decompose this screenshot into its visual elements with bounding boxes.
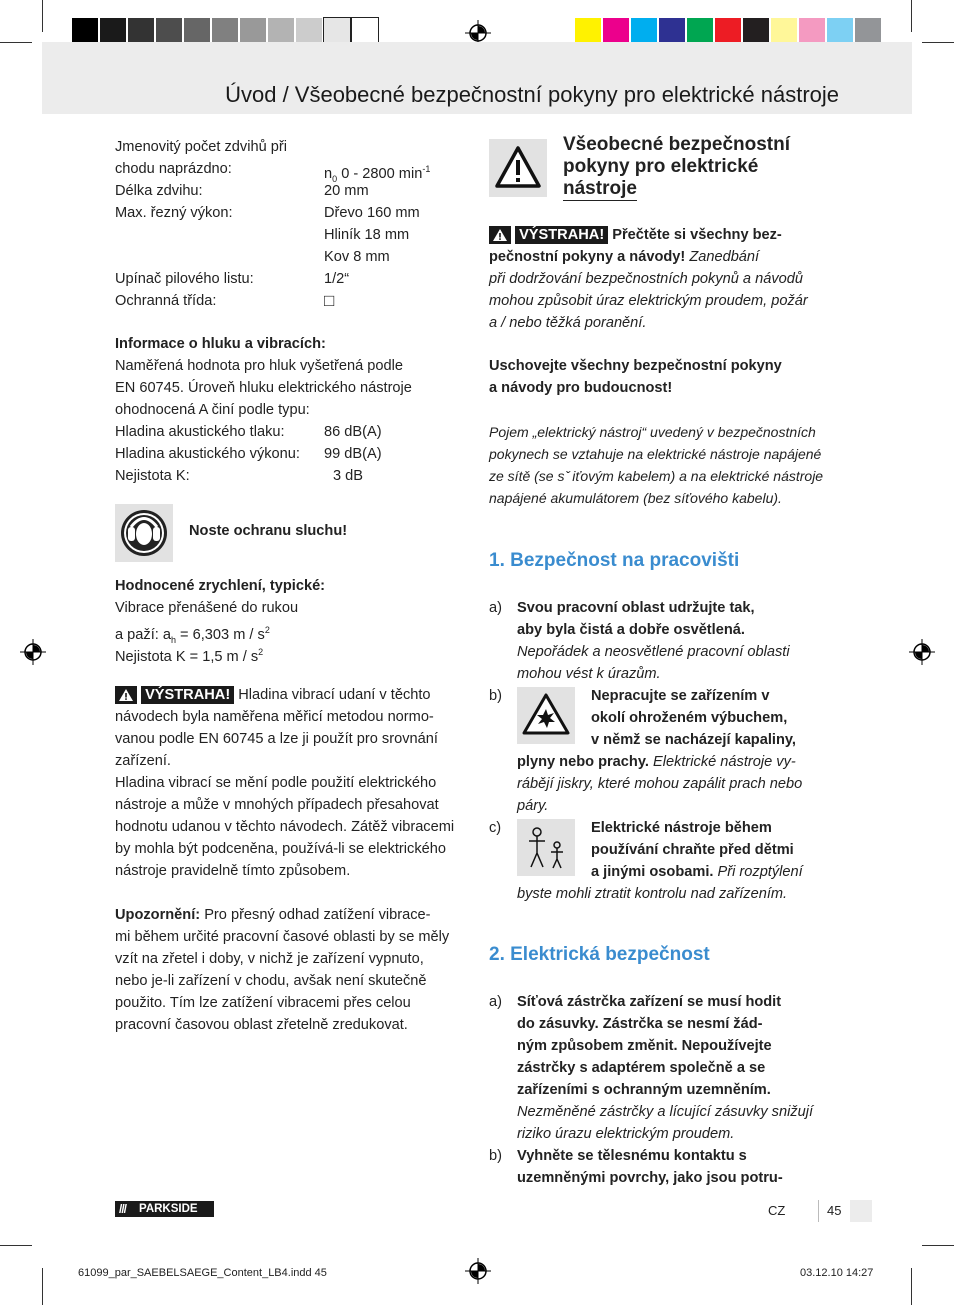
rule-explanation: Nepořádek a neosvětlené pracovní oblasti [517,644,790,660]
noise-label: Hladina akustického výkonu: [115,446,300,462]
print-file-info: 61099_par_SAEBELSAEGE_Content_LB4.indd 45 [78,1267,327,1279]
read-warning-text: a / nebo těžká poranění. [489,315,647,331]
list-letter: b) [489,1148,502,1164]
rule-explanation: riziko úrazu elektrickým proudem. [517,1126,735,1142]
rule-text: uzemněnými povrchy, jako jsou potru- [517,1170,783,1186]
noise-value: 3 dB [333,468,364,484]
page-title: Úvod / Všeobecné bezpečnostní pokyny pro elektrické nástroje [225,82,839,107]
list-letter: a) [489,994,502,1010]
vibration-heading: Hodnocené zrychlení, typické: [115,578,326,594]
rule-text: a jinými osobami. Při rozptýlení [591,864,803,880]
spec-value: $n_0$ 0 - 2800 $\min^{-1}$ [324,164,431,184]
section-title: Všeobecné bezpečnostní pokyny pro elektrické nástroje [563,134,791,199]
warning-triangle-icon [489,226,511,244]
noise-value: 86 dB(A) [324,424,382,440]
warning-badge: VÝSTRAHA! [141,686,234,704]
ear-protection-icon [115,504,173,562]
rule-text: Vyhněte se tělesnému kontaktu s [517,1148,747,1164]
note-text: pracovní časovou oblast zřetelně zredukovat. [115,1017,408,1033]
registration-mark-icon [909,639,935,665]
note-text: nebo je-li zařízení v chodu, avšak není skutečně [115,973,427,989]
spec-value: Hliník 18 mm [324,227,410,243]
rule-text: okolí ohroženém výbuchem, [591,710,788,726]
warning-text: návodech byla naměřena měřicí metodou normo- [115,709,434,725]
warning-triangle-icon [115,686,137,704]
section-heading-electrical: 2. Elektrická bezpečnost [489,944,710,965]
crop-mark [911,0,912,32]
logo-stripes: /// [119,1202,127,1216]
read-warning-text: při dodržování bezpečnostních pokynů a návodů [489,271,803,287]
section-heading-workplace: 1. Bezpečnost na pracovišti [489,550,740,571]
spec-label: Upínač pilového listu: [115,271,254,287]
rule-text: Síťová zástrčka zařízení se musí hodit [517,994,782,1010]
keep-instructions: a návody pro budoucnost! [489,380,673,396]
crop-mark [922,42,954,43]
rule-text: aby byla čistá a dobře osvětlená. [517,622,745,638]
noise-value: 99 dB(A) [324,446,382,462]
note-text: vzít na zřetel i doby, v nichž je zařízení vypnuto, [115,951,424,967]
warning-text: Hladina vibrací se mění podle použití elektrického [115,775,437,791]
spec-label: chodu naprázdno: [115,161,232,177]
warning-text: nástroje pravidelně tímto způsobem. [115,863,351,879]
rule-explanation: páry. [517,798,549,814]
rule-text: zařízeními s ochranným uzemněním. [517,1082,771,1098]
rule-text: v němž se nacházejí kapaliny, [591,732,796,748]
list-letter: a) [489,600,502,616]
parkside-logo [115,1201,214,1217]
list-letter: c) [489,820,502,836]
brand-name: PARKSIDE [139,1203,198,1215]
spec-label: Max. řezný výkon: [115,205,233,221]
noise-label: Hladina akustického tlaku: [115,424,285,440]
crop-mark [0,42,32,43]
warning-triangle-icon [489,139,547,197]
keep-instructions: Uschovejte všechny bezpečnostní pokyny [489,358,782,374]
language-code: CZ [768,1203,786,1218]
vibration-text: a paží: $a_h = 6,303$ m / $s^2$ [115,625,270,645]
registration-mark-icon [465,1258,491,1284]
spec-value: Dřevo 160 mm [324,205,420,221]
term-definition: ze sítě (se s ̌ iťovým kabelem) a na elektrické nástroje [489,468,824,484]
rule-text: plyny nebo prachy. Elektrické nástroje vy- [517,754,796,770]
rule-text: používání chraňte před dětmi [591,842,794,858]
note-text: použito. Tím lze zatížení vibracemi přes celou [115,995,411,1011]
rule-explanation: byste mohli ztratit kontrolu nad zařízením. [517,886,788,902]
keep-children-away-icon [517,819,575,876]
spec-label: Ochranná třída: [115,293,217,309]
spec-value: 1/2“ [324,271,350,287]
warning-text: hodnotu udanou v těchto návodech. Zátěž vibracemi [115,819,455,835]
term-definition: napájené akumulátorem (bez síťového kabelu). [489,490,782,506]
spec-value: 20 mm [324,183,369,199]
warning-text: vanou podle EN 60745 a lze ji použít pro srovnání [115,731,438,747]
spec-label: Délka zdvihu: [115,183,203,199]
note-text: mi během určité pracovní časové oblasti by se měly [115,929,450,945]
noise-text: Naměřená hodnota pro hluk vyšetřená podle [115,358,404,374]
read-warning-line: VÝSTRAHA! Přečtěte si všechny bez- [489,224,782,246]
spec-label: Jmenovitý počet zdvihů při [115,139,287,155]
rule-text: Elektrické nástroje během [591,820,772,836]
registration-mark-icon [20,639,46,665]
ear-protection-text: Noste ochranu sluchu! [189,523,348,539]
warning-text: by mohla být podceněna, používá-li se elektrického [115,841,446,857]
rule-text: do zásuvky. Zástrčka se nesmí žád- [517,1016,763,1032]
warning-text: nástroje a může v mnohých případech přesahovat [115,797,439,813]
crop-mark [911,1268,912,1305]
noise-label: Nejistota K: [115,468,190,484]
rule-text: Svou pracovní oblast udržujte tak, [517,600,755,616]
rule-explanation: mohou vést k úrazům. [517,666,661,682]
noise-text: ohodnocená A činí podle typu: [115,402,310,418]
footer-divider [818,1200,819,1222]
spec-value: Kov 8 mm [324,249,390,265]
rule-text: zástrčky s adaptérem společně a se [517,1060,766,1076]
warning-line: VÝSTRAHA! Hladina vibrací udaní v těchto [115,684,431,706]
explosion-hazard-icon [517,687,575,744]
term-definition: pokynech se vztahuje na elektrické nástroje napájené [489,446,822,462]
rule-explanation: Nezměněné zástrčky a lícující zásuvky snižují [517,1104,814,1120]
noise-text: EN 60745. Úroveň hluku elektrického nástroje [115,380,412,396]
page-number: 45 [827,1203,842,1218]
vibration-text: Nejistota K = 1,5 m / $s^2$ [115,647,264,665]
crop-mark [42,1268,43,1305]
note-line: Upozornění: Pro přesný odhad zatížení vibrace- [115,907,431,923]
rule-explanation: rábějí jiskry, které mohou zapálit prach nebo [517,776,803,792]
crop-mark [0,1245,32,1246]
term-definition: Pojem „elektrický nástroj“ uvedený v bezpečnostních [489,424,816,440]
list-letter: b) [489,688,502,704]
read-warning-line: pečnostní pokyny a návody! Zanedbání [489,249,760,265]
print-date: 03.12.10 14:27 [800,1267,874,1279]
protection-class-icon: □ [324,291,335,310]
rule-text: Nepracujte se zařízením v [591,688,770,704]
rule-text: ným způsobem změnit. Nepoužívejte [517,1038,772,1054]
read-warning-text: mohou způsobit úraz elektrickým proudem, požár [489,293,808,309]
vibration-text: Vibrace přenášené do rukou [115,600,299,616]
crop-mark [42,0,43,32]
crop-mark [922,1245,954,1246]
page-tab [850,1200,872,1222]
noise-heading: Informace o hluku a vibracích: [115,336,326,352]
warning-badge: VÝSTRAHA! [515,226,608,244]
warning-text: zařízení. [115,753,171,769]
